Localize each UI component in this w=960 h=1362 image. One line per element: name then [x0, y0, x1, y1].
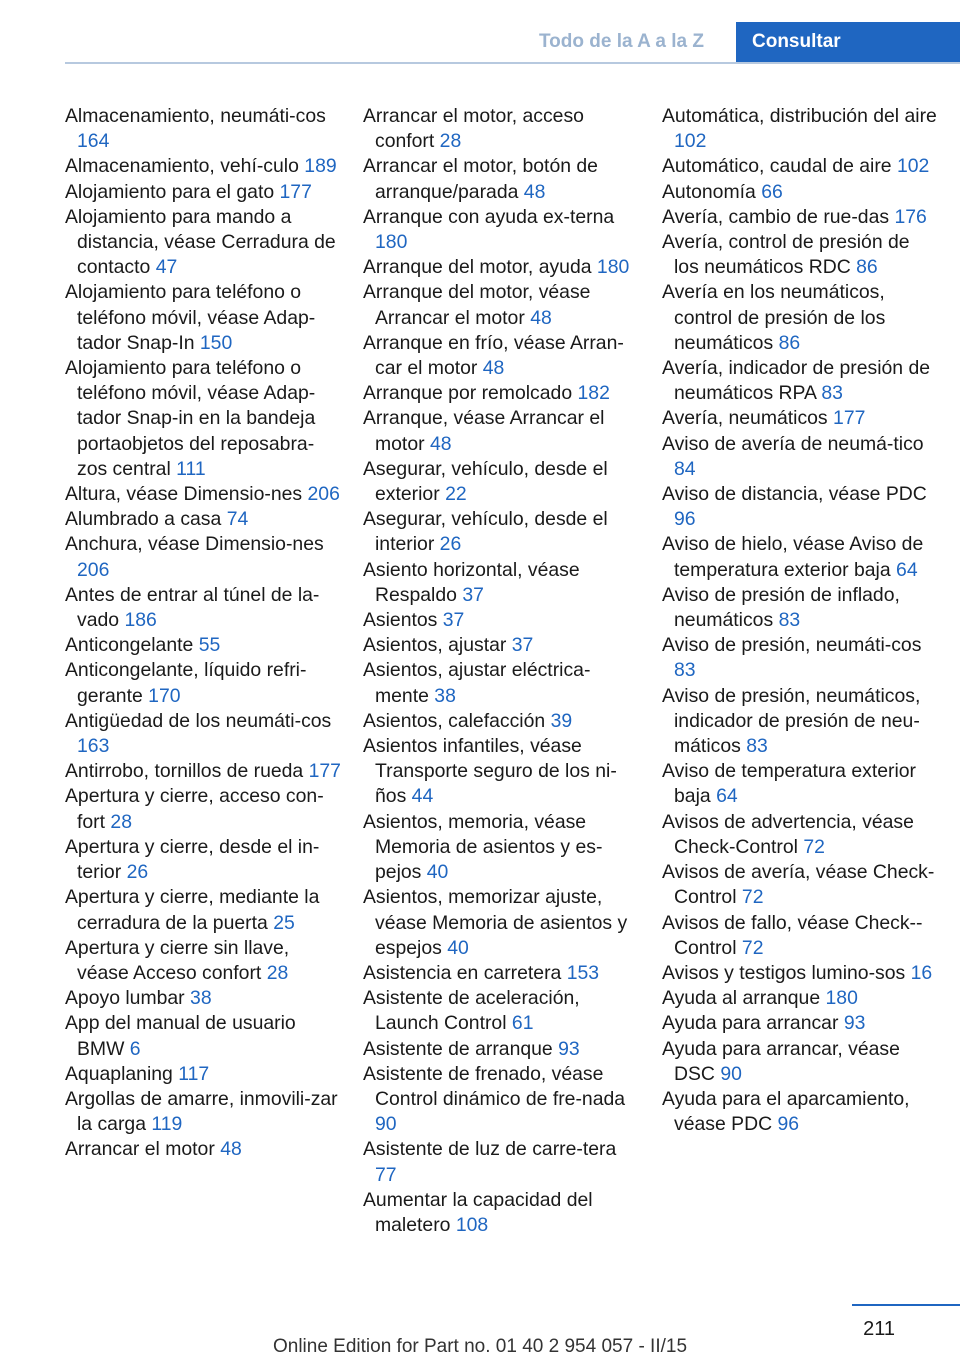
entry-page-link[interactable]: 25 [273, 911, 295, 934]
index-column-3 [662, 104, 938, 1137]
entry-page-link[interactable]: 26 [126, 861, 149, 884]
entry-page-link[interactable]: 48 [530, 306, 552, 329]
entry-page-link[interactable]: 90 [720, 1062, 742, 1085]
index-entry [65, 709, 341, 759]
entry-page-link[interactable]: 177 [308, 760, 341, 783]
index-entry [662, 1087, 938, 1137]
entry-page-link[interactable]: 48 [482, 357, 505, 380]
entry-page-link[interactable]: 163 [77, 735, 110, 758]
entry-term: Aumentar la capacidad del maletero [363, 1188, 593, 1236]
entry-page-link[interactable]: 28 [266, 961, 289, 984]
entry-page-link[interactable]: 180 [375, 231, 408, 254]
index-entry [65, 658, 341, 708]
entry-term: Aviso de presión, neumáti‐cos [662, 634, 922, 657]
entry-page-link[interactable]: 83 [778, 609, 801, 632]
entry-page-link[interactable]: 96 [777, 1113, 800, 1136]
entry-term: Aviso de hielo, véase Aviso de temperatura exterior baja [662, 533, 924, 581]
index-entry [363, 1188, 639, 1238]
entry-term: Anchura, véase Dimensio‐nes [65, 533, 324, 556]
index-entry [662, 1011, 938, 1036]
entry-term: Arrancar el motor [65, 1138, 215, 1161]
index-entry [65, 1087, 341, 1137]
index-entry [65, 986, 341, 1011]
index-entry [65, 104, 341, 154]
index-entry [65, 154, 341, 179]
index-entry [363, 658, 639, 708]
footer-accent-line [852, 1304, 960, 1306]
index-entry [662, 205, 938, 230]
index-entry [65, 532, 341, 582]
entry-term: Alojamiento para el gato [65, 180, 275, 203]
entry-term: Altura, véase Dimensio‐nes [65, 483, 303, 506]
entry-page-link[interactable]: 48 [429, 432, 452, 455]
entry-page-link[interactable]: 86 [856, 256, 878, 279]
index-entry [363, 154, 639, 204]
entry-page-link[interactable]: 164 [77, 130, 110, 153]
index-entry [662, 1037, 938, 1087]
entry-page-link[interactable]: 38 [190, 987, 212, 1010]
index-entry [363, 734, 639, 810]
entry-term: Asientos, memorizar ajuste, véase Memoria de asientos y espejos [363, 886, 628, 959]
entry-page-link[interactable]: 117 [178, 1062, 210, 1085]
entry-page-link[interactable]: 28 [110, 810, 132, 833]
index-entry [363, 608, 639, 633]
index-entry [65, 835, 341, 885]
entry-term: Almacenamiento, vehí‐culo [65, 155, 299, 178]
entry-term: Anticongelante [65, 634, 194, 657]
index-column-1 [65, 104, 341, 1163]
entry-term: Aviso de avería de neumá‐tico [662, 432, 924, 455]
entry-term: Arranque con ayuda ex‐terna [363, 205, 615, 228]
index-entry [65, 1062, 341, 1087]
index-entry [662, 633, 938, 683]
entry-page-link[interactable]: 206 [307, 483, 340, 506]
entry-term: Aviso de presión de inflado, neumáticos [662, 583, 900, 632]
entry-page-link[interactable]: 93 [843, 1012, 866, 1035]
entry-term: Asistente de aceleración, Launch Control [363, 987, 580, 1035]
tab-index[interactable]: Todo de la A a la Z [538, 31, 704, 52]
entry-term: Asistente de arranque [363, 1037, 553, 1060]
entry-term: Apertura y cierre, desde el in‐terior [65, 835, 320, 884]
edition-footer: Online Edition for Part no. 01 40 2 954 057 - II/15 [272, 1336, 688, 1357]
entry-page-link[interactable]: 83 [674, 659, 696, 682]
entry-page-link[interactable]: 55 [198, 634, 221, 657]
entry-page-link[interactable]: 72 [803, 835, 825, 858]
entry-term: Alojamiento para teléfono o teléfono móvil, véase Adap‐tador Snap-In [65, 281, 316, 354]
entry-page-link[interactable]: 37 [511, 634, 534, 657]
entry-page-link[interactable]: 37 [442, 609, 465, 632]
entry-page-link[interactable]: 64 [716, 785, 738, 808]
entry-page-link[interactable]: 44 [411, 785, 434, 808]
entry-term: Asistente de luz de carre‐tera [363, 1138, 617, 1161]
index-entry [65, 759, 341, 784]
index-entry [363, 961, 639, 986]
entry-page-link[interactable]: 39 [550, 709, 573, 732]
index-entry [363, 255, 639, 280]
entry-term: Apertura y cierre sin llave, véase Acceso confort [65, 936, 290, 984]
index-entry [65, 885, 341, 935]
entry-term: Anticongelante, líquido refri‐gerante [65, 659, 307, 707]
index-entry [65, 482, 341, 507]
index-entry [662, 280, 938, 356]
index-entry [363, 1037, 639, 1062]
entry-term: Ayuda para arrancar, véase DSC [662, 1037, 900, 1085]
entry-term: Asegurar, vehículo, desde el interior [363, 508, 608, 556]
index-entry [662, 759, 938, 809]
entry-term: Antigüedad de los neumáti‐cos [65, 709, 332, 732]
entry-term: Arrancar el motor, acceso confort [363, 105, 584, 153]
entry-page-link[interactable]: 83 [746, 735, 768, 758]
entry-term: Aviso de presión, neumáticos, indicador de presión de neu‐máticos [662, 684, 921, 758]
entry-page-link[interactable]: 180 [596, 256, 630, 279]
index-entry [662, 583, 938, 633]
entry-page-link[interactable]: 170 [148, 684, 181, 707]
index-entry [662, 911, 938, 961]
index-entry [662, 482, 938, 532]
index-entry [662, 810, 938, 860]
entry-page-link[interactable]: 48 [523, 180, 546, 203]
entry-page-link[interactable]: 22 [445, 483, 467, 506]
index-entry [662, 432, 938, 482]
entry-page-link[interactable]: 61 [511, 1012, 534, 1035]
index-entry [363, 885, 639, 961]
entry-page-link[interactable]: 28 [439, 130, 462, 153]
entry-term: Apertura y cierre, acceso con‐fort [65, 785, 324, 833]
index-entry [65, 1137, 341, 1162]
index-entry [662, 104, 938, 154]
entry-term: Aviso de distancia, véase PDC [662, 483, 927, 506]
entry-page-link[interactable]: 186 [124, 609, 157, 632]
entry-page-link[interactable]: 189 [304, 155, 337, 178]
index-entry [363, 280, 639, 330]
entry-term: Arranque en frío, véase Arran‐car el motor [363, 331, 624, 380]
entry-page-link[interactable]: 77 [375, 1163, 397, 1186]
index-entry [662, 532, 938, 582]
entry-term: Ayuda para el aparcamiento, véase PDC [662, 1087, 910, 1136]
entry-term: App del manual de usuario BMW [65, 1012, 296, 1060]
index-entry [662, 961, 938, 986]
entry-page-link[interactable]: 66 [761, 180, 783, 203]
entry-page-link[interactable]: 180 [825, 987, 858, 1010]
entry-page-link[interactable]: 26 [439, 533, 462, 556]
index-entry [363, 1062, 639, 1138]
entry-page-link[interactable]: 6 [129, 1037, 141, 1060]
entry-term: Aquaplaning [65, 1062, 173, 1085]
entry-term: Almacenamiento, neumáti‐cos [65, 105, 326, 127]
entry-page-link[interactable]: 176 [894, 205, 927, 228]
entry-term: Asientos, ajustar eléctrica‐mente [363, 659, 591, 707]
index-entry [65, 633, 341, 658]
entry-page-link[interactable]: 119 [151, 1113, 183, 1136]
index-entry [662, 230, 938, 280]
entry-term: Antirrobo, tornillos de rueda [65, 760, 304, 783]
index-entry [65, 280, 341, 356]
entry-page-link[interactable]: 150 [199, 331, 233, 354]
index-entry [363, 406, 639, 456]
index-entry [363, 633, 639, 658]
entry-term: Apertura y cierre, mediante la cerradura de la puerta [65, 886, 320, 934]
entry-term: Argollas de amarre, inmovili‐zar la carga [65, 1087, 338, 1136]
entry-term: Automática, distribución del aire [662, 105, 937, 127]
entry-page-link[interactable]: 83 [821, 382, 843, 405]
index-column-2 [363, 104, 639, 1238]
entry-term: Asegurar, vehículo, desde el exterior [363, 457, 608, 506]
entry-page-link[interactable]: 102 [674, 130, 707, 153]
entry-page-link[interactable]: 72 [741, 886, 764, 909]
page-number: 211 [863, 1318, 895, 1340]
index-entry [662, 356, 938, 406]
entry-term: Arranque del motor, ayuda [363, 256, 592, 279]
entry-page-link[interactable]: 206 [77, 558, 110, 581]
entry-term: Arrancar el motor, botón de arranque/parada [363, 155, 598, 203]
entry-term: Aviso de temperatura exterior baja [662, 760, 917, 808]
index-entry [363, 986, 639, 1036]
entry-term: Avería, cambio de rue‐das [662, 205, 890, 228]
index-entry [363, 507, 639, 557]
index-entry [65, 356, 341, 482]
header-divider [65, 62, 960, 64]
entry-page-link[interactable]: 177 [279, 180, 312, 203]
entry-term: Autonomía [662, 180, 756, 203]
index-entry [662, 684, 938, 760]
index-entry [363, 104, 639, 154]
tab-consult[interactable]: Consultar [736, 22, 960, 62]
entry-term: Arranque del motor, véase Arrancar el motor [363, 281, 591, 329]
index-entry [662, 154, 938, 179]
entry-term: Arranque por remolcado [363, 382, 573, 405]
entry-term: Asistente de frenado, véase Control dinámico de fre‐nada [363, 1062, 626, 1110]
entry-term: Asientos infantiles, véase Transporte seguro de los ni‐ños [363, 735, 617, 808]
entry-term: Asistencia en carretera [363, 961, 562, 984]
entry-page-link[interactable]: 153 [566, 961, 600, 984]
entry-term: Ayuda para arrancar [662, 1012, 839, 1035]
entry-page-link[interactable]: 96 [674, 508, 696, 531]
entry-term: Apoyo lumbar [65, 987, 185, 1010]
entry-page-link[interactable]: 37 [462, 583, 484, 606]
entry-term: Avisos de avería, véase Check-Control [662, 861, 935, 909]
entry-page-link[interactable]: 182 [577, 382, 610, 405]
entry-page-link[interactable]: 16 [910, 961, 933, 984]
index-entry [363, 810, 639, 886]
index-entry [65, 784, 341, 834]
entry-term: Avisos y testigos lumino‐sos [662, 961, 906, 984]
entry-page-link[interactable]: 48 [220, 1138, 242, 1161]
entry-term: Antes de entrar al túnel de la‐vado [65, 583, 320, 632]
index-entry [363, 381, 639, 406]
entry-term: Asientos [363, 609, 438, 632]
entry-term: Avería, control de presión de los neumáticos RDC [662, 231, 910, 279]
entry-term: Avería, indicador de presión de neumáticos RPA [662, 357, 931, 405]
entry-page-link[interactable]: 86 [778, 331, 801, 354]
index-entry [363, 205, 639, 255]
index-entry [662, 406, 938, 431]
entry-page-link[interactable]: 90 [375, 1113, 397, 1136]
index-entry [65, 180, 341, 205]
entry-page-link[interactable]: 93 [558, 1037, 580, 1060]
entry-term: Asientos, memoria, véase Memoria de asientos y es‐pejos [363, 810, 603, 884]
entry-page-link[interactable]: 64 [896, 558, 918, 581]
entry-page-link[interactable]: 74 [226, 508, 249, 531]
index-entry [363, 457, 639, 507]
entry-page-link[interactable]: 177 [833, 407, 866, 430]
entry-term: Ayuda al arranque [662, 987, 821, 1010]
entry-term: Avisos de advertencia, véase Check-Control [662, 810, 914, 858]
index-entry [65, 936, 341, 986]
entry-page-link[interactable]: 108 [455, 1213, 489, 1236]
entry-page-link[interactable]: 111 [176, 457, 206, 480]
entry-term: Alojamiento para mando a distancia, véase Cerradura de contacto [65, 205, 336, 279]
entry-term: Avería en los neumáticos, control de presión de los neumáticos [662, 281, 886, 354]
entry-term: Avería, neumáticos [662, 407, 828, 430]
entry-term: Arranque, véase Arrancar el motor [363, 407, 605, 455]
index-entry [662, 180, 938, 205]
entry-page-link[interactable]: 84 [674, 457, 696, 480]
entry-term: Automático, caudal de aire [662, 155, 892, 178]
index-entry [363, 558, 639, 608]
entry-term: Avisos de fallo, véase Check--Control [662, 911, 923, 959]
index-entry [662, 860, 938, 910]
entry-page-link[interactable]: 40 [447, 936, 469, 959]
index-entry [662, 986, 938, 1011]
entry-term: Alumbrado a casa [65, 508, 222, 531]
entry-page-link[interactable]: 38 [434, 684, 456, 707]
index-entry [65, 583, 341, 633]
entry-page-link[interactable]: 47 [155, 256, 178, 279]
entry-page-link[interactable]: 40 [426, 861, 449, 884]
entry-term: Alojamiento para teléfono o teléfono móvil, véase Adap‐tador Snap-in en la bandeja portaobjetos del reposabra‐zos central [65, 357, 316, 480]
index-entry [363, 709, 639, 734]
page-header [0, 0, 960, 64]
index-entry [65, 507, 341, 532]
index-entry [363, 1137, 639, 1187]
entry-term: Asientos, calefacción [363, 709, 546, 732]
index-entry [363, 331, 639, 381]
entry-page-link[interactable]: 72 [741, 936, 764, 959]
entry-term: Asientos, ajustar [363, 634, 507, 657]
index-entry [65, 205, 341, 281]
index-entry [65, 1011, 341, 1061]
entry-term: Asiento horizontal, véase Respaldo [363, 558, 580, 606]
entry-page-link[interactable]: 102 [896, 155, 930, 178]
